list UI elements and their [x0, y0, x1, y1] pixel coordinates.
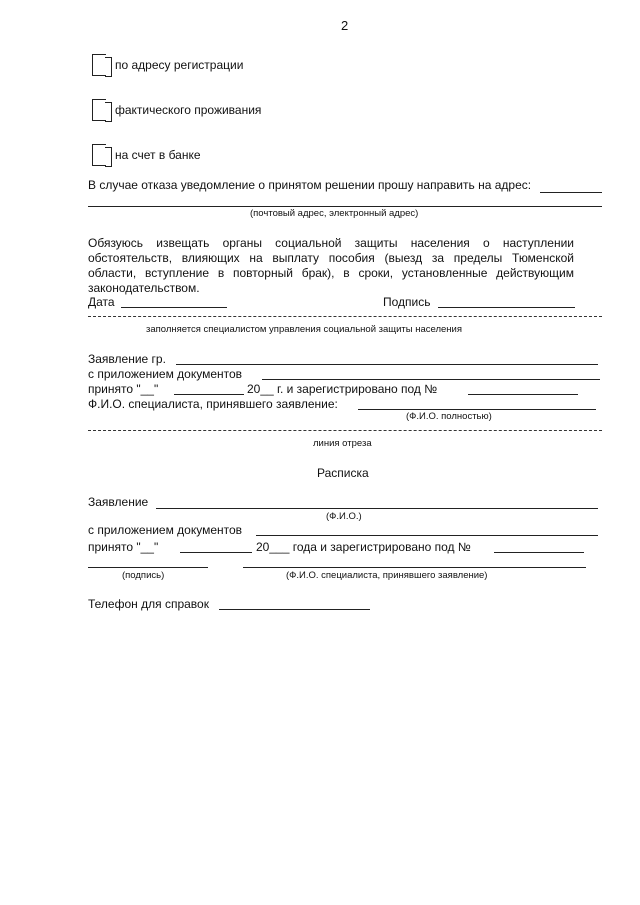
- receipt-month-field[interactable]: [180, 552, 252, 553]
- receipt-specialist-caption: (Ф.И.О. специалиста, принявшего заявление): [286, 570, 488, 581]
- option-label-residence: фактического проживания: [115, 103, 262, 117]
- application-specialist-field[interactable]: [358, 409, 596, 410]
- application-docs-field[interactable]: [262, 379, 600, 380]
- application-label: Заявление гр.: [88, 352, 166, 366]
- receipt-application-label: Заявление: [88, 495, 149, 509]
- applicant-name-field[interactable]: [176, 364, 598, 365]
- application-specialist-label: Ф.И.О. специалиста, принявшего заявление:: [88, 397, 338, 411]
- phone-field[interactable]: [219, 609, 370, 610]
- checkbox-bank-account[interactable]: [92, 144, 106, 166]
- application-accepted-year: 20__ г. и зарегистрировано под №: [247, 382, 438, 396]
- dashed-separator: [88, 316, 602, 317]
- application-accepted-prefix: принято "__": [88, 382, 159, 396]
- refusal-text: В случае отказа уведомление о принятом решении прошу направить на адрес:: [88, 178, 532, 192]
- refusal-address-field[interactable]: [540, 192, 602, 193]
- receipt-specialist-field[interactable]: [243, 567, 586, 568]
- fio-full-caption: (Ф.И.О. полностью): [406, 411, 492, 422]
- checkbox-actual-residence[interactable]: [92, 99, 106, 121]
- page-number: 2: [341, 18, 349, 33]
- address-caption: (почтовый адрес, электронный адрес): [250, 208, 419, 219]
- receipt-signature-caption: (подпись): [122, 570, 165, 581]
- receipt-applicant-field[interactable]: [156, 508, 598, 509]
- phone-label: Телефон для справок: [88, 597, 209, 611]
- obligation-paragraph: Обязуюсь извещать органы социальной защиты населения о наступлении обстоятельств, влияющих на выплату пособия (выезд за пределы Тюменской области, вступление в повторный брак), в сроки, установленные действующим законодательством.: [88, 236, 574, 295]
- application-reg-number-field[interactable]: [468, 394, 578, 395]
- receipt-docs-field[interactable]: [256, 535, 598, 536]
- application-docs-label: с приложением документов: [88, 367, 243, 381]
- date-label: Дата: [88, 295, 115, 309]
- application-month-field[interactable]: [174, 394, 244, 395]
- receipt-accepted-prefix: принято "__": [88, 540, 159, 554]
- cut-line-caption: линия отреза: [313, 438, 372, 449]
- signature-field[interactable]: [438, 307, 575, 308]
- receipt-fio-caption: (Ф.И.О.): [326, 511, 362, 522]
- receipt-docs-label: с приложением документов: [88, 523, 243, 537]
- receipt-accepted-year: 20___ года и зарегистрировано под №: [256, 540, 471, 554]
- receipt-reg-number-field[interactable]: [494, 552, 584, 553]
- specialist-fill-caption: заполняется специалистом управления социальной защиты населения: [146, 324, 462, 335]
- cut-line: [88, 430, 602, 431]
- receipt-title: Расписка: [317, 466, 369, 480]
- signature-label: Подпись: [383, 295, 431, 309]
- date-field[interactable]: [121, 307, 227, 308]
- checkbox-registration-address[interactable]: [92, 54, 106, 76]
- option-label-bank: на счет в банке: [115, 148, 201, 162]
- option-label-registration: по адресу регистрации: [115, 58, 244, 72]
- address-field-line[interactable]: [88, 206, 602, 207]
- receipt-signature-field[interactable]: [88, 567, 208, 568]
